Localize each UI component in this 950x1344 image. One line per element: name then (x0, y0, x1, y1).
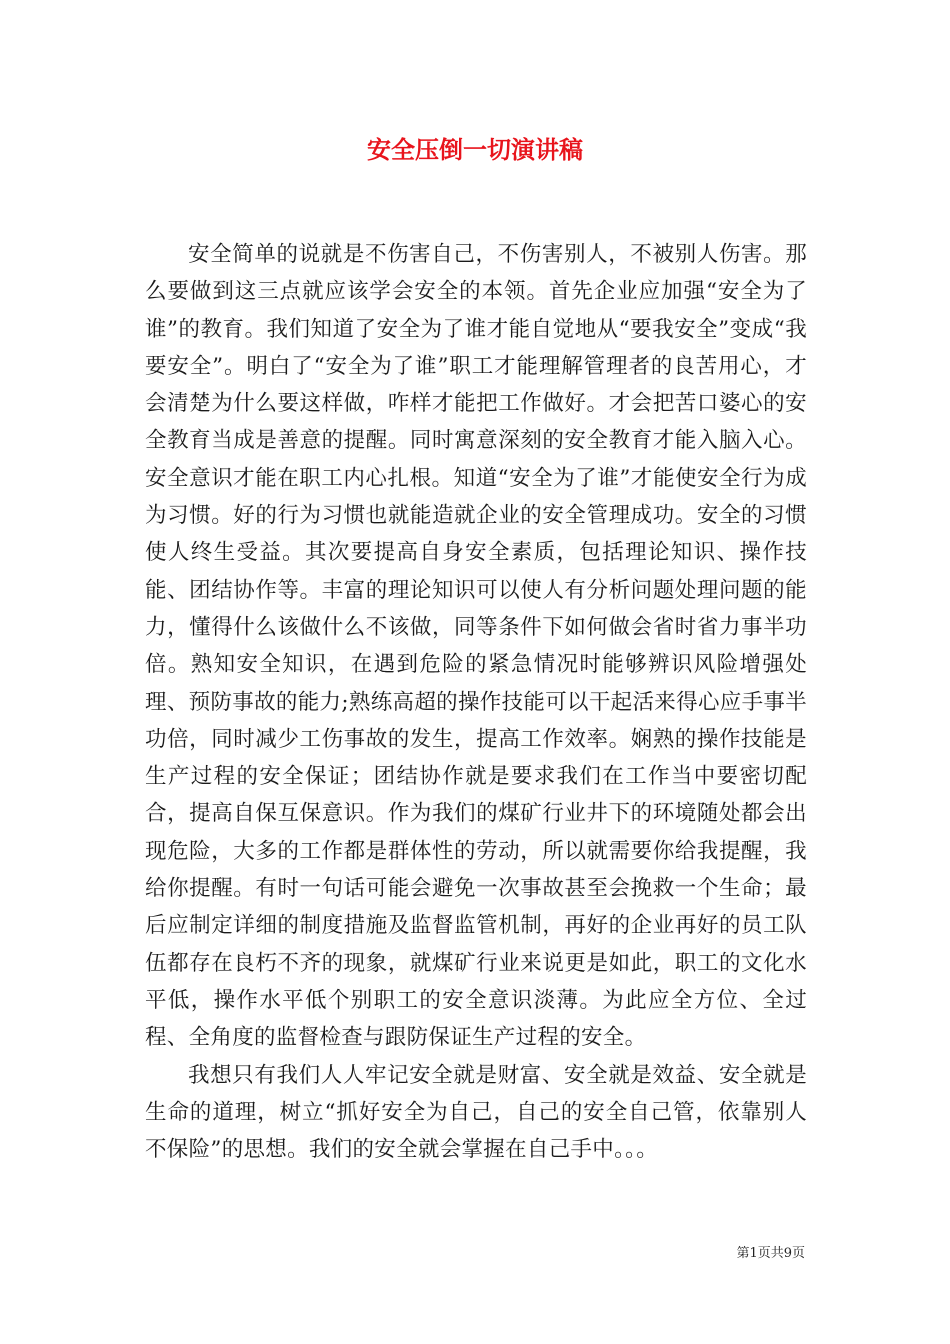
paragraph-2: 我想只有我们人人牢记安全就是财富、安全就是效益、安全就是生命的道理，树立“抓好安全为自己，自己的安全自己管，依靠别人不保险”的思想。我们的安全就会掌握在自己手中。。。 (145, 1062, 807, 1163)
document-title: 安全压倒一切演讲稿 (367, 135, 583, 164)
page-number-footer: 第1页共9页 (736, 1246, 805, 1261)
document-body (145, 236, 807, 1168)
paragraph-1: 安全简单的说就是不伤害自己，不伤害别人，不被别人伤害。那么要做到这三点就应该学会安全的本领。首先企业应加强“安全为了谁”的教育。我们知道了安全为了谁才能自觉地从“要我安全”变成“我要安全”。明白了“安全为了谁”职工才能理解管理者的良苦用心，才会清楚为什么要这样做，咋样才能把工作做好。才会把苦口婆心的安全教育当成是善意的提醒。同时寓意深刻的安全教育才能入脑入心。安全意识才能在职工内心扎根。知道“安全为了谁”才能使安全行为成为习惯。好的行为习惯也就能造就企业的安全管理成功。安全的习惯使人终生受益。其次要提高自身安全素质，包括理论知识、操作技能、团结协作等。丰富的理论知识可以使人有分析问题处理问题的能力，懂得什么该做什么不该做，同等条件下如何做会省时省力事半功倍。熟知安全知识，在遇到危险的紧急情况时能够辨识风险增强处理、预防事故的能力;熟练高超的操作技能可以干起活来得心应手事半功倍，同时减少工伤事故的发生，提高工作效率。娴熟的操作技能是生产过程的安全保证；团结协作就是要求我们在工作当中要密切配合，提高自保互保意识。作为我们的煤矿行业井下的环境随处都会出现危险，大多的工作都是群体性的劳动，所以就需要你给我提醒，我给你提醒。有时一句话可能会避免一次事故甚至会挽救一个生命；最后应制定详细的制度措施及监督监管机制，再好的企业再好的员工队伍都存在良朽不齐的现象，就煤矿行业来说更是如此，职工的文化水平低，操作水平低个别职工的安全意识淡薄。为此应全方位、全过程、全角度的监督检查与跟防保证生产过程的安全。 (145, 242, 807, 1051)
